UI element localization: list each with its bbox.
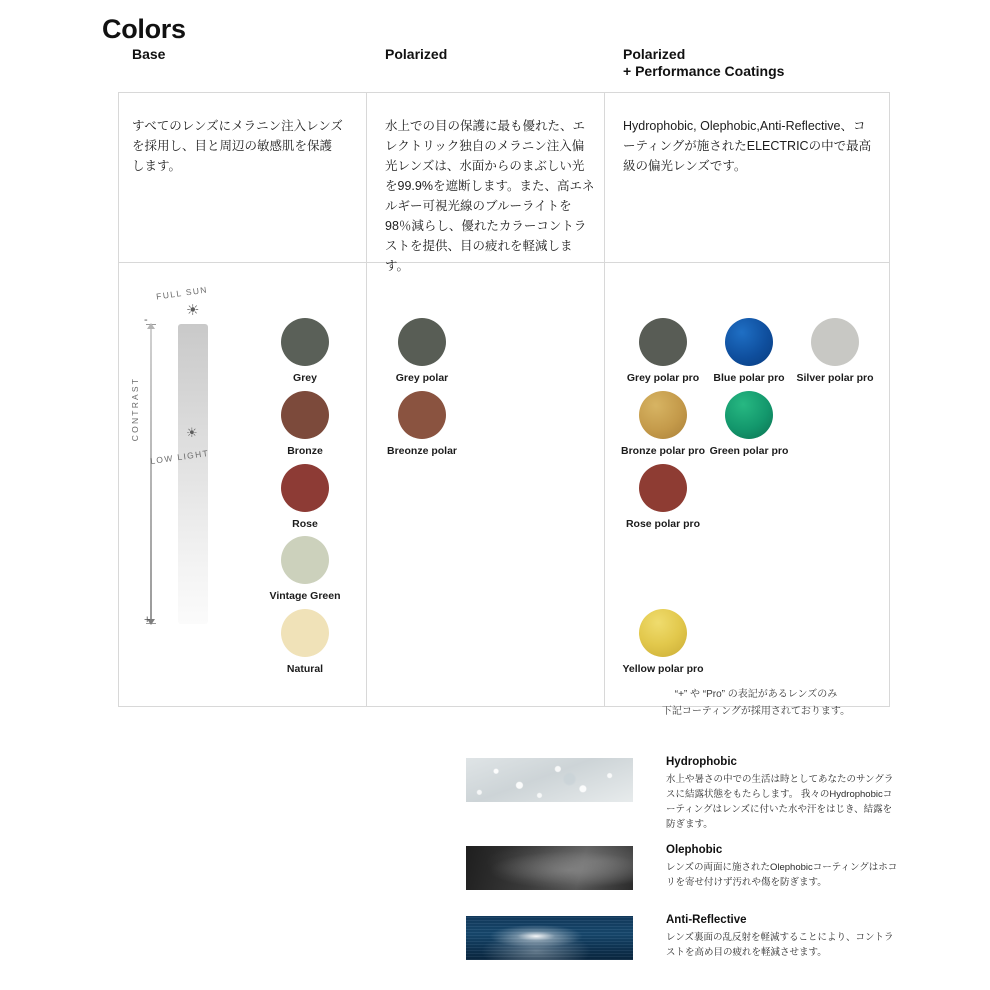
- swatch-label-grey-polar-pro: Grey polar pro: [626, 372, 700, 384]
- axis-line: [150, 328, 152, 620]
- swatch-breonze-polar: [398, 391, 446, 439]
- low-sun-icon: ☀: [186, 425, 198, 440]
- swatch-label-bronze: Bronze: [287, 445, 323, 457]
- swatch-grey-polar-pro: [639, 318, 687, 366]
- swatch-blue-polar-pro: [725, 318, 773, 366]
- column-heading-polarized-pro: [623, 46, 784, 80]
- divider-col1-col2: [366, 92, 367, 706]
- olephobic-text: [666, 844, 898, 890]
- swatch-label-vintage-green: Vintage Green: [269, 590, 341, 602]
- swatch-bronze-polar-pro: [639, 391, 687, 439]
- swatch-label-rose: Rose: [292, 518, 318, 530]
- column-body-polarized: 水上での目の保護に最も優れた、エレクトリック独自のメラニン注入偏光レンズは、水面からのまぶしい光を99.9%を遮断します。また、高エネルギー可視光線のブルーライトを98％減らし、優れたカラーコントラストを提供、目の疲れを軽減します。: [385, 119, 595, 273]
- swatch-label-bronze-polar-pro: Bronze polar pro: [620, 445, 706, 457]
- divider-top: [118, 92, 890, 93]
- page-title: Colors: [102, 14, 186, 44]
- anti-reflective-text: [666, 914, 898, 960]
- coating-title-hydrophobic: Hydrophobic: [666, 756, 737, 768]
- contrast-gradient-bar: [178, 324, 208, 624]
- olephobic-photo: [466, 846, 633, 890]
- column-heading-polarized: Polarized: [385, 46, 448, 62]
- swatch-label-silver-polar-pro: Silver polar pro: [796, 372, 874, 384]
- coating-note-line2: 下記コーティングが採用されております。: [661, 706, 851, 717]
- divider-right-edge: [889, 92, 890, 706]
- divider-left-edge: [118, 92, 119, 706]
- swatch-green-polar-pro: [725, 391, 773, 439]
- column-body-base: すべてのレンズにメラニン注入レンズを採用し、目と周辺の敏感肌を保護します。: [132, 119, 343, 173]
- swatch-label-yellow-polar-pro: Yellow polar pro: [622, 663, 704, 675]
- swatch-rose: [281, 464, 329, 512]
- swatch-label-rose-polar-pro: Rose polar pro: [625, 518, 701, 530]
- axis-label-contrast: CONTRAST: [130, 376, 140, 442]
- swatch-label-breonze-polar: Breonze polar: [386, 445, 458, 457]
- swatch-grey: [281, 318, 329, 366]
- axis-plus-label: +: [144, 614, 151, 626]
- scale-label-low-light: LOW LIGHT: [149, 447, 210, 467]
- anti-reflective-photo: [466, 916, 633, 960]
- scale-label-full-sun: FULL SUN: [155, 284, 209, 302]
- swatch-label-natural: Natural: [286, 663, 324, 675]
- hydrophobic-text: [666, 756, 898, 832]
- coating-desc-hydrophobic: 水上や暑さの中での生活は時としてあなたのサングラスに結露状態をもたらします。 我々のHydrophobicコーティングはレンズに付いた水や汗をはじき、結露を防ぎます。: [666, 774, 894, 830]
- swatch-grey-polar: [398, 318, 446, 366]
- coating-note-line1: “+” や “Pro” の表記があるレンズのみ: [674, 689, 838, 700]
- column-body-polarized-pro: Hydrophobic, Olephobic,Anti-Reflective、コーティングが施されたELECTRICの中で最高級の偏光レンズです。: [623, 119, 872, 173]
- axis-arrow-up-icon: [147, 323, 155, 329]
- divider-col2-col3: [604, 92, 605, 706]
- swatch-bronze: [281, 391, 329, 439]
- coating-title-anti-reflective: Anti-Reflective: [666, 914, 747, 926]
- swatch-label-green-polar-pro: Green polar pro: [709, 445, 789, 457]
- coating-desc-anti-reflective: レンズ裏面の乱反射を軽減することにより、コントラストを高め目の疲れを軽減させます。: [666, 932, 894, 958]
- contrast-axis: [146, 324, 156, 624]
- swatch-silver-polar-pro: [811, 318, 859, 366]
- column-heading-polarized-pro-line1: Polarized: [623, 46, 686, 62]
- hydrophobic-photo: [466, 758, 633, 802]
- swatch-rose-polar-pro: [639, 464, 687, 512]
- swatch-natural: [281, 609, 329, 657]
- swatch-label-grey-polar: Grey polar: [395, 372, 449, 384]
- coating-title-olephobic: Olephobic: [666, 844, 723, 856]
- swatch-label-grey: Grey: [293, 372, 317, 384]
- coating-desc-olephobic: レンズの両面に施されたOlephobicコーティングはホコリを寄せ付けず汚れや傷を防ぎます。: [666, 862, 898, 888]
- sun-icon: ☀: [186, 302, 200, 319]
- column-heading-polarized-pro-line2: + Performance Coatings: [623, 63, 785, 79]
- swatch-yellow-polar-pro: [639, 609, 687, 657]
- axis-minus-label: -: [144, 314, 148, 326]
- swatch-vintage-green: [281, 536, 329, 584]
- column-heading-base: Base: [132, 46, 166, 62]
- swatch-label-blue-polar-pro: Blue polar pro: [713, 372, 785, 384]
- columns-grid: [118, 46, 890, 738]
